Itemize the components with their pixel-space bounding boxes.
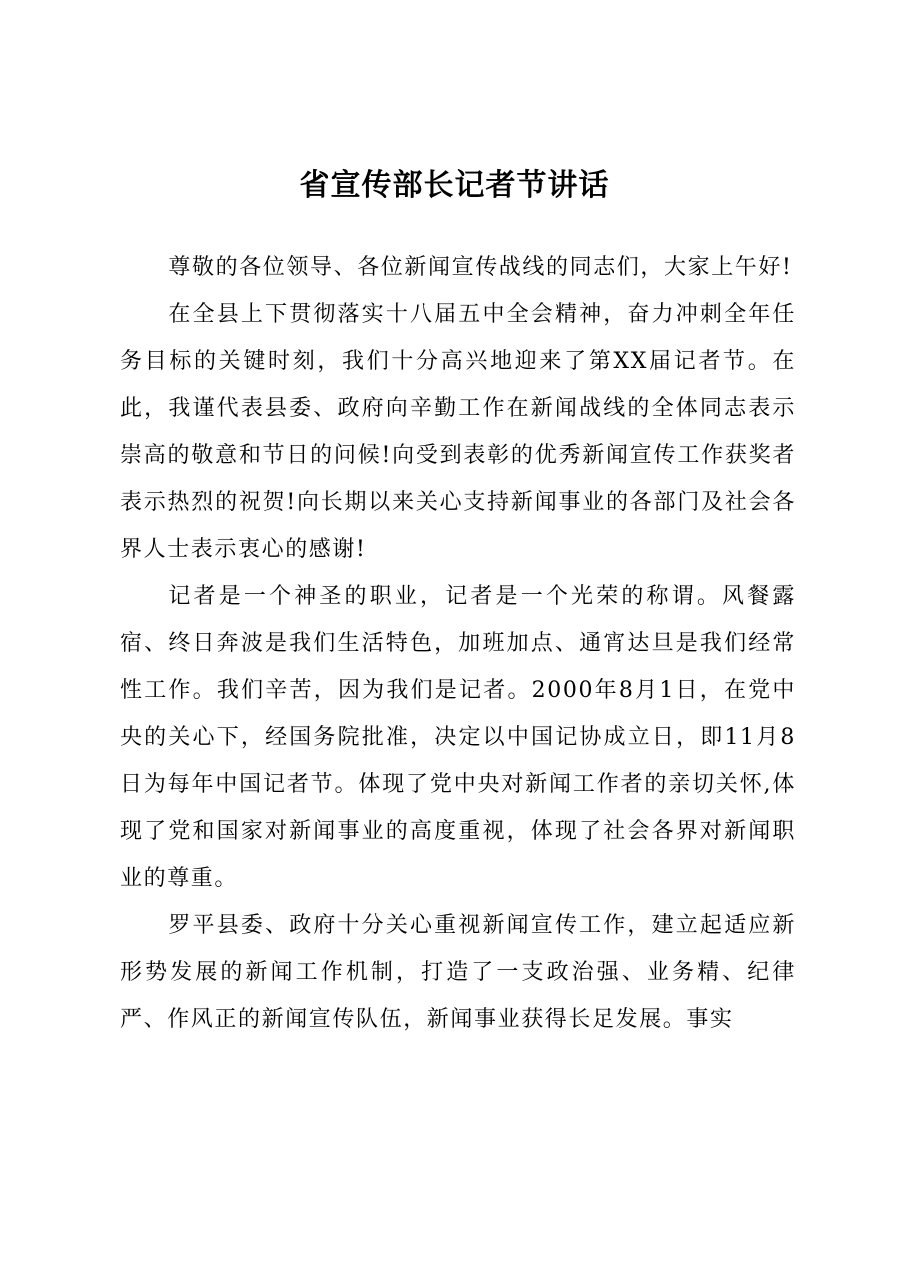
paragraph-county-work: 罗平县委、政府十分关心重视新闻宣传工作，建立起适应新形势发展的新闻工作机制，打造了一支政治强、业务精、纪律严、作风正的新闻宣传队伍，新闻事业获得长足发展。事实 xyxy=(120,913,796,1032)
paragraph-journalist-profession: 记者是一个神圣的职业，记者是一个光荣的称谓。风餐露宿、终日奔波是我们生活特色，加班加点、通宵达旦是我们经常性工作。我们辛苦，因为我们是记者。2000年8月1日，在党中央的关心下，经国务院批准，决定以中国记协成立日，即11月8日为每年中国记者节。体现了党中央对新闻工作者的亲切关怀,体现了党和国家对新闻事业的高度重视，体现了社会各界对新闻职业的尊重。 xyxy=(120,584,796,891)
document-body xyxy=(120,244,796,1043)
paragraph-opening: 在全县上下贯彻落实十八届五中全会精神，奋力冲刺全年任务目标的关键时刻，我们十分高兴地迎来了第XX届记者节。在此，我谨代表县委、政府向辛勤工作在新闻战线的全体同志表示崇高的敬意和节日的问候!向受到表彰的优秀新闻宣传工作获奖者表示热烈的祝贺!向长期以来关心支持新闻事业的各部门及社会各界人士表示衷心的感谢! xyxy=(120,302,796,562)
paragraph-greeting: 尊敬的各位领导、各位新闻宣传战线的同志们，大家上午好! xyxy=(168,255,793,280)
document-title: 省宣传部长记者节讲话 xyxy=(299,168,610,203)
